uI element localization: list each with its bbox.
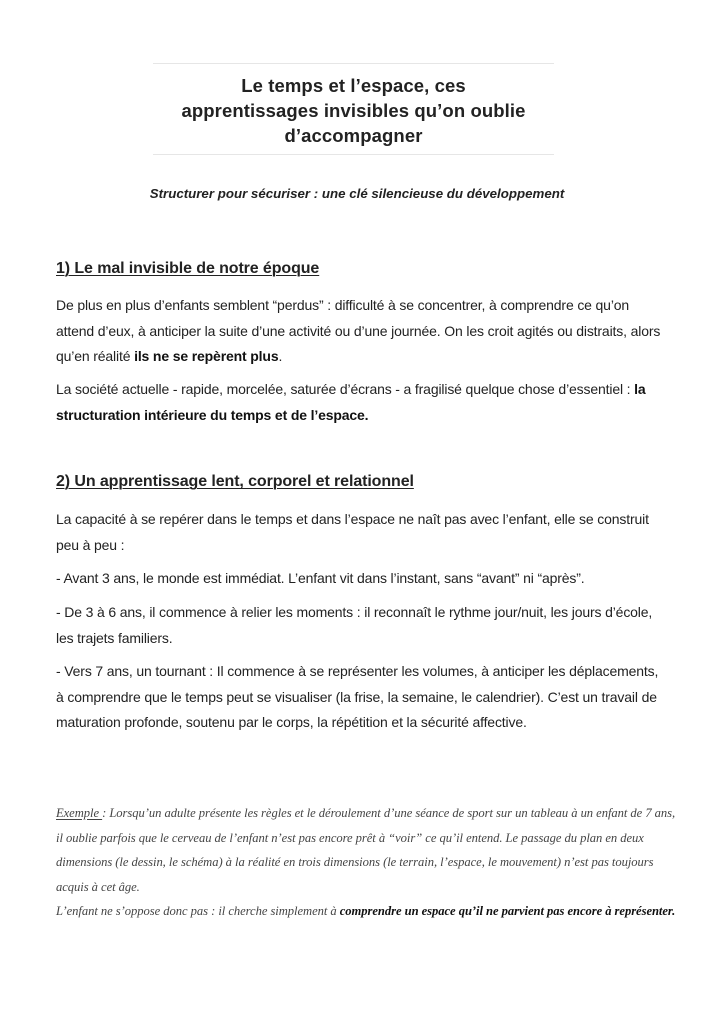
- paragraph-text: La société actuelle - rapide, morcelée, saturée d’écrans - a fragilisé quelque chose d’essentiel :: [56, 381, 635, 397]
- example-block: [56, 801, 676, 924]
- document-subtitle: Structurer pour sécuriser : une clé silencieuse du développement: [149, 186, 565, 201]
- paragraph-bold-text: ils ne se repèrent plus: [134, 348, 279, 364]
- example-text: : Lorsqu’un adulte présente les règles et le déroulement d’une séance de sport sur un tableau à un enfant de 7 ans, il oublie parfois que le cerveau de l’enfant n’est pas encore prêt à “voir” ce qu’il entend. Le passage du plan en deux dimensions (le dessin, le schéma) à la réalité en trois dimensions (le terrain, l’espace, le mouvement) n’est pas toujours acquis à cet âge.: [56, 806, 676, 894]
- example-label: Exemple: [56, 806, 103, 820]
- title-block: [153, 63, 554, 155]
- title-line: Le temps et l’espace, ces: [241, 75, 466, 96]
- section-2-list-item-2: - De 3 à 6 ans, il commence à relier les moments : il reconnaît le rythme jour/nuit, les jours d’école, les trajets familiers.: [56, 604, 653, 646]
- section-1-paragraph-1: [56, 293, 666, 370]
- paragraph-text: .: [278, 348, 283, 364]
- paragraph-bold-text: la structuration intérieure du temps et de l’espace.: [56, 381, 646, 423]
- section-2-paragraph-1: La capacité à se repérer dans le temps et dans l’espace ne naît pas avec l’enfant, elle se construit peu à peu :: [56, 511, 649, 553]
- paragraph-text: De plus en plus d’enfants semblent “perdus” : difficulté à se concentrer, à comprendre ce qu’on attend d’eux, à anticiper la suite d’une activité ou d’une journée. On les croit agités ou distraits, alors qu’en réalité: [56, 297, 661, 364]
- section-1-paragraph-2: [56, 377, 666, 428]
- section-2-heading: 2) Un apprentissage lent, corporel et relationnel: [56, 473, 414, 490]
- example-bold-text: comprendre un espace qu’il ne parvient pas encore à représenter.: [339, 904, 676, 918]
- document-title: [153, 73, 554, 148]
- title-line: d’accompagner: [284, 125, 423, 146]
- section-1-heading: 1) Le mal invisible de notre époque: [56, 260, 320, 277]
- example-text: L’enfant ne s’oppose donc pas : il cherche simplement à: [56, 904, 340, 918]
- section-2-list-item-1: - Avant 3 ans, le monde est immédiat. L’enfant vit dans l’instant, sans “avant” ni “après”.: [56, 570, 585, 586]
- section-2-list-item-3: - Vers 7 ans, un tournant : Il commence à se représenter les volumes, à anticiper les déplacements, à comprendre que le temps peut se visualiser (la frise, la semaine, le calendrier). C’est un travail de maturation profonde, soutenu par le corps, la répétition et la sécurité affective.: [56, 663, 659, 730]
- title-line: apprentissages invisibles qu’on oublie: [181, 100, 526, 121]
